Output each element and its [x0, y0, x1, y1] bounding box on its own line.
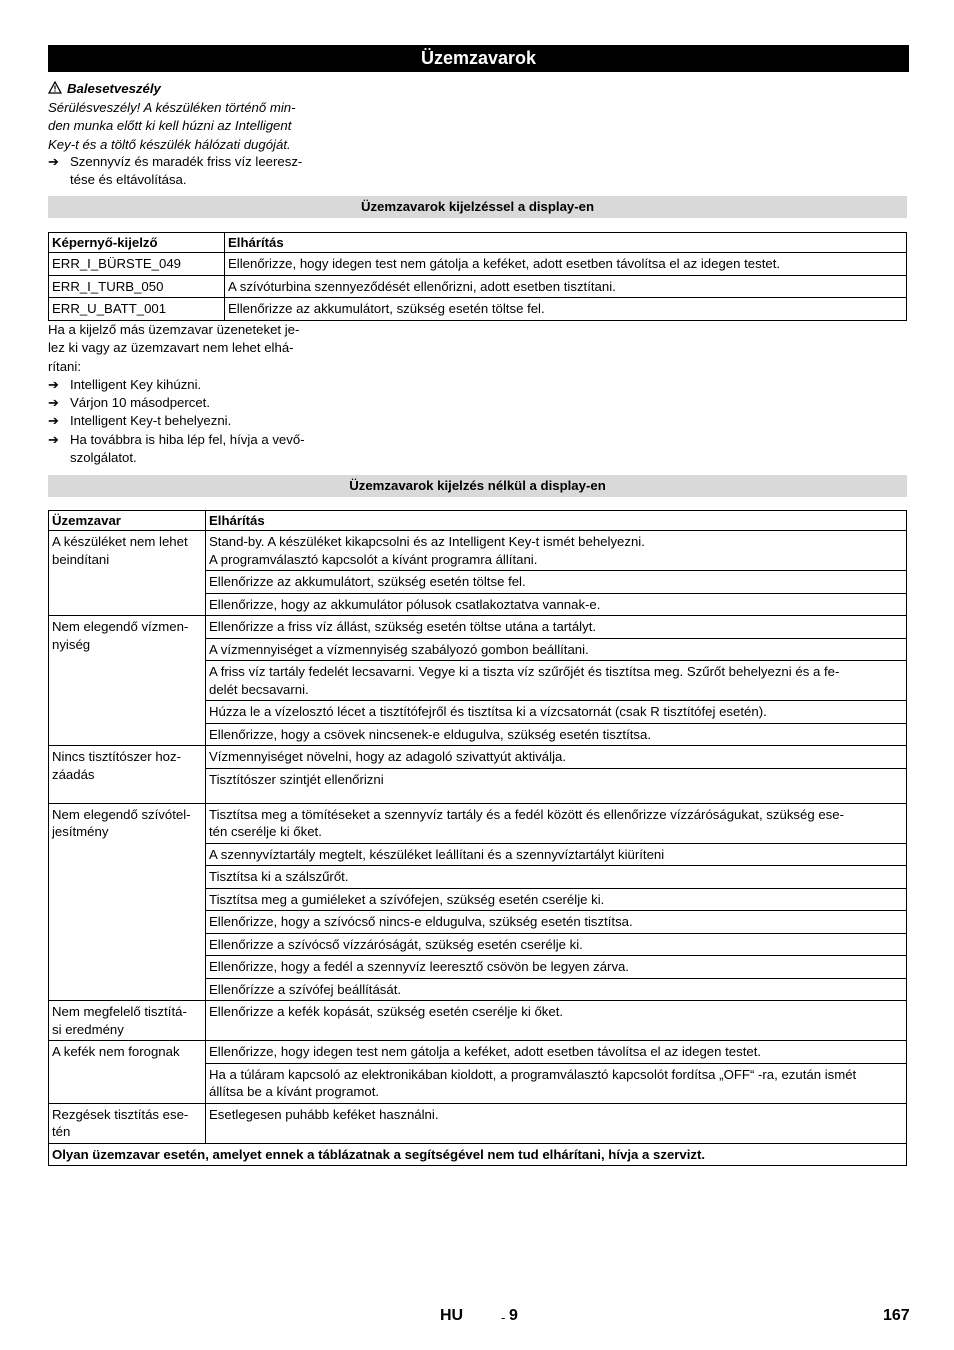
- warning-heading: [48, 80, 348, 97]
- remedy-line: tén cserélje ki őket.: [209, 824, 322, 839]
- list-item-line: Ha továbbra is hiba lép fel, hívja a vevő-: [70, 431, 305, 447]
- remedy: [206, 803, 907, 843]
- warning-line: den munka előtt ki kell húzni az Intelligent: [48, 118, 292, 134]
- section-heading: Üzemzavarok kijelzéssel a display-en: [48, 196, 907, 218]
- column-header: Elhárítás: [225, 233, 907, 253]
- column-header: Üzemzavar: [49, 511, 206, 531]
- warning-heading-text: Balesetveszély: [67, 81, 161, 96]
- warning-line: Sérülésveszély! A készüléken történő min-: [48, 100, 296, 115]
- warning-text: [48, 99, 333, 154]
- remedy: Ellenőrizze, hogy idegen test nem gátolja a keféket, adott esetben távolítsa el az idegen testet.: [225, 253, 907, 276]
- table-row: [49, 746, 907, 769]
- table-header-row: [49, 233, 907, 253]
- fault: [49, 616, 206, 746]
- list-item-line: Szennyvíz és maradék friss víz leeresz-: [70, 154, 303, 169]
- remedy-line: A programválasztó kapcsolót a kívánt programra állítani.: [209, 551, 538, 567]
- table-row: [49, 1001, 907, 1041]
- remedy: A szívóturbina szennyeződését ellenőrizni, adott esetben tisztítani.: [225, 275, 907, 298]
- fault-line: Nem elegendő vízmen-: [52, 619, 189, 634]
- table-row: [49, 1143, 907, 1166]
- final-note: Olyan üzemzavar esetén, amelyet ennek a táblázatnak a segítségével nem tud elhárítani, hívja a szervizt.: [49, 1143, 907, 1166]
- fault-line: Nincs tisztítószer hoz-: [52, 749, 181, 764]
- footer-page-local: 9: [509, 1307, 518, 1324]
- faults-table: [48, 510, 907, 1166]
- fault-line: Rezgések tisztítás ese-: [52, 1106, 189, 1122]
- remedy: [206, 661, 907, 701]
- remedy: Ellenőrizze, hogy idegen test nem gátolja a keféket, adott esetben távolítsa el az idegen testet.: [206, 1041, 907, 1064]
- list-item-line: Intelligent Key kihúzni.: [70, 376, 202, 392]
- list-item-line: Várjon 10 másodpercet.: [70, 395, 211, 411]
- arrow-right-icon: ➔: [48, 413, 60, 429]
- remedy: Ellenőrizze a szívócső vízzáróságát, szükség esetén cserélje ki.: [206, 933, 907, 956]
- list-item-line: Intelligent Key-t behelyezni.: [70, 413, 232, 429]
- remedy-line: A friss víz tartály fedelét lecsavarni. Vegye ki a tiszta víz szűrőjét és tisztítsa meg. Szűrőt behelyezni és a fe-: [209, 664, 840, 679]
- fault-line: záadás: [52, 766, 95, 782]
- warning-line: Key-t és a töltő készülék hálózati dugóját.: [48, 136, 291, 152]
- fault-line: jesítmény: [52, 824, 109, 839]
- footer-page-number: 167: [883, 1307, 910, 1324]
- table-row: [49, 803, 907, 843]
- remedy: Ellenőrizze, hogy a fedél a szennyvíz leeresztő csövön be legyen zárva.: [206, 956, 907, 979]
- fault-line: nyiség: [52, 636, 91, 652]
- list-item: [48, 412, 333, 430]
- remedy-line: állítsa be a kívánt programot.: [209, 1084, 380, 1099]
- remedy-line: Stand-by. A készüléket kikapcsolni és az Intelligent Key-t ismét behelyezni.: [209, 534, 645, 549]
- info-line: lez ki vagy az üzemzavart nem lehet elhá-: [48, 340, 294, 356]
- section-heading: Üzemzavarok kijelzés nélkül a display-en: [48, 475, 907, 497]
- column-header: Képernyő-kijelző: [49, 233, 225, 253]
- fault-line: Nem elegendő szívótel-: [52, 806, 191, 822]
- remedy: A vízmennyiséget a vízmennyiség szabályozó gombon beállítani.: [206, 638, 907, 661]
- remedy-line: delét becsavarni.: [209, 681, 309, 697]
- error-code: ERR_I_BÜRSTE_049: [49, 253, 225, 276]
- remedy: Tisztítószer szintjét ellenőrizni: [206, 768, 907, 803]
- remedy: Ellenőrizze, hogy az akkumulátor pólusok csatlakoztatva vannak-e.: [206, 593, 907, 616]
- arrow-right-icon: ➔: [48, 154, 60, 169]
- remedy: Ellenőrizze a kefék kopását, szükség esetén cserélje ki őket.: [206, 1001, 907, 1041]
- table-row: [49, 253, 907, 276]
- display-errors-table: [48, 232, 907, 321]
- fault-line: tén: [52, 1124, 71, 1139]
- info-line: Ha a kijelző más üzemzavar üzeneteket je-: [48, 322, 300, 337]
- remedy: Esetlegesen puhább keféket használni.: [206, 1103, 907, 1143]
- table-header-row: [49, 511, 907, 531]
- arrow-right-icon: ➔: [48, 431, 60, 447]
- remedy: Húzza le a vízelosztó lécet a tisztítófejről és tisztítsa ki a vízcsatornát (csak R tisztítófej esetén).: [206, 701, 907, 724]
- table-row: [49, 298, 907, 321]
- list-item-line: szolgálatot.: [70, 450, 137, 466]
- fault: [49, 1041, 206, 1104]
- fault-line: A készüléket nem lehet: [52, 534, 188, 549]
- fault-line: A kefék nem forognak: [52, 1044, 180, 1059]
- table-row: [49, 531, 907, 571]
- column-header: Elhárítás: [206, 511, 907, 531]
- remedy: [206, 1063, 907, 1103]
- remedy-line: Ha a túláram kapcsoló az elektronikában kioldott, a programválasztó kapcsolót fordítsa „OFF“ -ra, ezután ismét: [209, 1066, 857, 1082]
- error-code: ERR_U_BATT_001: [49, 298, 225, 321]
- info-line: rítani:: [48, 358, 81, 374]
- fault-line: si eredmény: [52, 1021, 124, 1037]
- fault: [49, 746, 206, 804]
- table-row: [49, 1041, 907, 1064]
- remedy: Ellenőrizze a friss víz állást, szükség esetén töltse utána a tartályt.: [206, 616, 907, 639]
- remedy: [206, 531, 907, 571]
- warning-triangle-icon: [48, 81, 62, 94]
- warning-action: [48, 153, 333, 190]
- list-item-line: tése és eltávolítása.: [70, 172, 187, 188]
- remedy: Tisztítsa ki a szálszűrőt.: [206, 866, 907, 889]
- list-item: [48, 376, 333, 394]
- fault-line: Nem megfelelő tisztítá-: [52, 1004, 187, 1019]
- remedy: Ellenőrizze az akkumulátort, szükség esetén töltse fel.: [225, 298, 907, 321]
- remedy: A szennyvíztartály megtelt, készüléket leállítani és a szennyvíztartályt kiüríteni: [206, 843, 907, 866]
- footer-separator: -: [501, 1310, 506, 1325]
- footer-language: HU: [440, 1307, 464, 1324]
- remedy: Ellenőrízze a szívófej beállítását.: [206, 978, 907, 1001]
- fault: [49, 531, 206, 616]
- fault: [49, 1001, 206, 1041]
- arrow-right-icon: ➔: [48, 376, 60, 392]
- list-item: [48, 431, 333, 468]
- remedy: Tisztítsa meg a gumiéleket a szívófejen, szükség esetén cserélje ki.: [206, 888, 907, 911]
- table-row: [49, 1103, 907, 1143]
- fault: [49, 803, 206, 1001]
- remedy: Ellenőrizze az akkumulátort, szükség esetén töltse fel.: [206, 571, 907, 594]
- remedy: Ellenőrizze, hogy a csövek nincsenek-e eldugulva, szükség esetén tisztítsa.: [206, 723, 907, 746]
- fault: [49, 1103, 206, 1143]
- remedy: Vízmennyiséget növelni, hogy az adagoló szivattyút aktiválja.: [206, 746, 907, 769]
- list-item: [48, 394, 333, 412]
- table-row: [49, 616, 907, 639]
- page-title: Üzemzavarok: [48, 45, 909, 72]
- list-item: [48, 153, 333, 190]
- table-row: [49, 275, 907, 298]
- error-code: ERR_I_TURB_050: [49, 275, 225, 298]
- info-text: [48, 321, 333, 467]
- fault-line: beindítani: [52, 551, 110, 567]
- arrow-right-icon: ➔: [48, 395, 60, 411]
- remedy-line: Tisztítsa meg a tömítéseket a szennyvíz tartály és a fedél között és ellenőrizze vízzáróságukat, szükség ese-: [209, 806, 844, 822]
- remedy: Ellenőrizze, hogy a szívócső nincs-e eldugulva, szükség esetén tisztítsa.: [206, 911, 907, 934]
